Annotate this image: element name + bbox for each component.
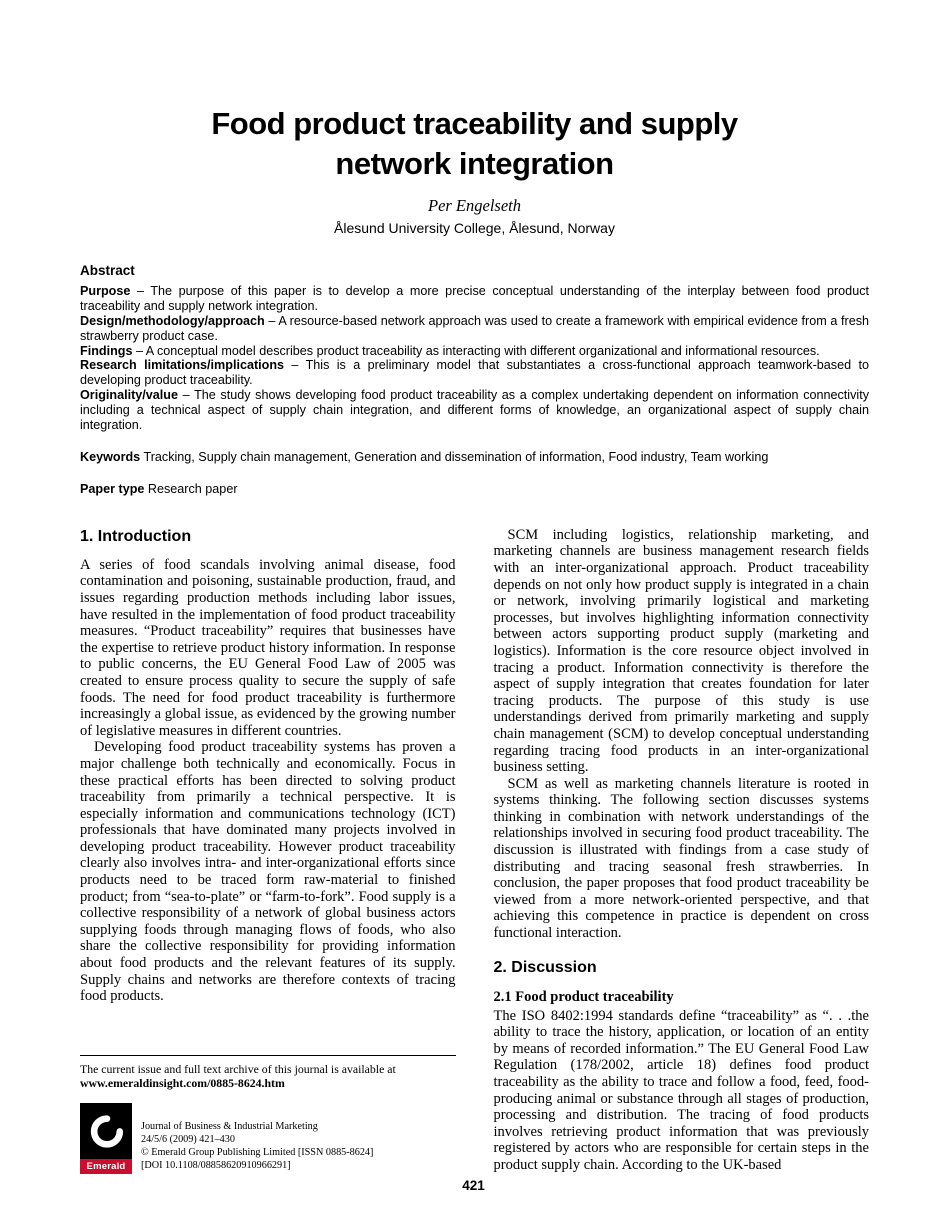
keywords-line	[80, 450, 869, 465]
paper-title-line1: Food product traceability and supply	[211, 106, 738, 141]
abstract-label-findings: Findings	[80, 343, 133, 358]
abstract-heading: Abstract	[80, 263, 135, 278]
subsection-heading-traceability: 2.1 Food product traceability	[493, 988, 674, 1005]
keywords-label: Keywords	[80, 449, 141, 464]
discussion-paragraph-1: The ISO 8402:1994 standards define “traceability” as “. . .the ability to trace the history, application, or location of an entity by means of recorded information.” The EU General Food Law Regulation (178/2002, article 18) defines food product traceability as the ability to trace and follow a food, feed, food-producing animal or substance through all stages of production, processing and distribution. The tracing of food products involves retrieving product information that was previously registered by actors who are responsible for certain steps in the product supply chain. According to the UK-based	[493, 1007, 869, 1173]
journal-issue-info: 24/5/6 (2009) 421–430	[141, 1133, 235, 1145]
right-column	[494, 527, 870, 1174]
author-name: Per Engelseth	[427, 196, 521, 215]
section-heading-discussion: 2. Discussion	[493, 958, 597, 976]
emerald-logo	[80, 1103, 132, 1174]
abstract-section	[80, 264, 869, 433]
scm-paragraph-1: SCM including logistics, relationship marketing, and marketing channels are business management research fields with an inter-organizational approach. Product traceability depends on not only how product supply is integrated in a chain or network, involving primarily logistical and marketing processes, but involves highlighting information connectivity between actors supporting product supply (marketing and logistics). Information is the core resource object involved in tracing a product. Information connectivity is therefore the aspect of supply integration that creates foundation for later tracing products. The purpose of this study is use understandings derived from primarily marketing and supply chain management (SCM) to develop conceptual understanding regarding tracing food products in an inter-organizational business setting.	[493, 526, 869, 776]
paper-title	[80, 104, 869, 184]
journal-copyright: © Emerald Group Publishing Limited [ISSN 0885-8624]	[141, 1147, 374, 1159]
scm-paragraph-2: SCM as well as marketing channels literature is rooted in systems thinking. The following section discusses systems thinking in combination with network understandings of the relationships involved in securing food product traceability. The discussion is illustrated with findings from a case study of distributing and tracing seasonal fresh strawberries. In conclusion, the paper proposes that food product traceability be viewed from a more network-oriented perspective, and that achieving this competence in practice is dependent on cross functional interaction.	[493, 775, 869, 942]
abstract-label-purpose: Purpose	[80, 283, 131, 298]
section-heading-introduction: 1. Introduction	[80, 527, 192, 545]
availability-text: The current issue and full text archive of this journal is available at	[80, 1061, 396, 1076]
intro-paragraph-2: Developing food product traceability systems has proven a major challenge both technically and economically. Focus in these practical efforts has been directed to solving product traceability from primarily a technical perspective. It is especially information and communications technology (ICT) professionals that have dominated many projects involved in developing product traceability. However product traceability clearly also involves intra- and inter-organizational efforts since products need to be traced form raw-material to finished product; from “sea-to-plate” or “farm-to-fork”. Food supply is a collective responsibility of a network of global business actors supplying foods through managing flows of foods, who also share the collective responsibility for providing information about food products and the relevant features of its supply. Supply chains and networks are therefore contexts of tracing food products.	[80, 739, 456, 1005]
abstract-text-findings: – A conceptual model describes product traceability as interacting with different organizational and informational resources.	[135, 343, 820, 358]
journal-name: Journal of Business & Industrial Marketing	[141, 1120, 318, 1132]
abstract-text-design: – A resource-based network approach was used to create a framework with empirical evidence from a fresh strawberry product case.	[80, 313, 869, 343]
abstract-label-limitations: Research limitations/implications	[80, 358, 285, 373]
abstract-item-findings	[80, 344, 869, 359]
abstract-item-design	[80, 314, 869, 344]
paper-type-line	[80, 482, 869, 497]
abstract-text-limitations: – This is a preliminary model that substantiates a cross-functional approach teamwork-based to developing product traceability.	[80, 358, 869, 388]
publisher-block	[80, 1103, 456, 1174]
emerald-wordmark: Emerald	[80, 1159, 132, 1174]
footnote-rule	[80, 1055, 456, 1056]
emerald-swirl-icon	[80, 1103, 132, 1159]
journal-footnote	[80, 1039, 456, 1174]
body-columns	[80, 527, 869, 1174]
journal-url-link[interactable]: www.emeraldinsight.com/0885-8624.htm	[80, 1076, 285, 1091]
availability-note	[80, 1062, 456, 1091]
journal-doi: [DOI 10.1108/08858620910966291]	[141, 1160, 291, 1172]
left-column	[80, 527, 456, 1174]
abstract-item-originality	[80, 388, 869, 433]
publication-info	[141, 1120, 373, 1174]
abstract-item-purpose	[80, 284, 869, 314]
keywords-text: Tracking, Supply chain management, Generation and dissemination of information, Food industry, Team working	[143, 449, 769, 464]
paper-type-text: Research paper	[147, 481, 238, 496]
abstract-label-design: Design/methodology/approach	[80, 313, 265, 328]
abstract-text-purpose: – The purpose of this paper is to develop a more precise conceptual understanding of the interplay between food product traceability and supply network integration.	[80, 283, 869, 313]
abstract-item-limitations	[80, 358, 869, 388]
intro-paragraph-1: A series of food scandals involving animal disease, food contamination and poisoning, sustainable production, fraud, and issues regarding production methods including labor issues, have resulted in the implementation of food product traceability measures. “Product traceability” requires that businesses have the expertise to retrieve product history information. In response to public concerns, the EU General Food Law of 2005 was created to ensure process quality to secure the supply of safe foods. The need for food product traceability is furthermore increasingly a global issue, as evidenced by the growing number of legislative measures in different countries.	[80, 556, 456, 739]
abstract-text-originality: – The study shows developing food product traceability as a complex undertaking dependent on information connectivity including a technical aspect of supply chain integration, and different forms of knowledge, an organizational aspect of supply chain integration.	[80, 388, 869, 433]
paper-type-label: Paper type	[80, 481, 145, 496]
abstract-label-originality: Originality/value	[80, 388, 178, 403]
page-number: 421	[462, 1178, 485, 1193]
paper-title-line2: network integration	[335, 146, 614, 181]
author-affiliation: Ålesund University College, Ålesund, Norway	[334, 220, 615, 236]
